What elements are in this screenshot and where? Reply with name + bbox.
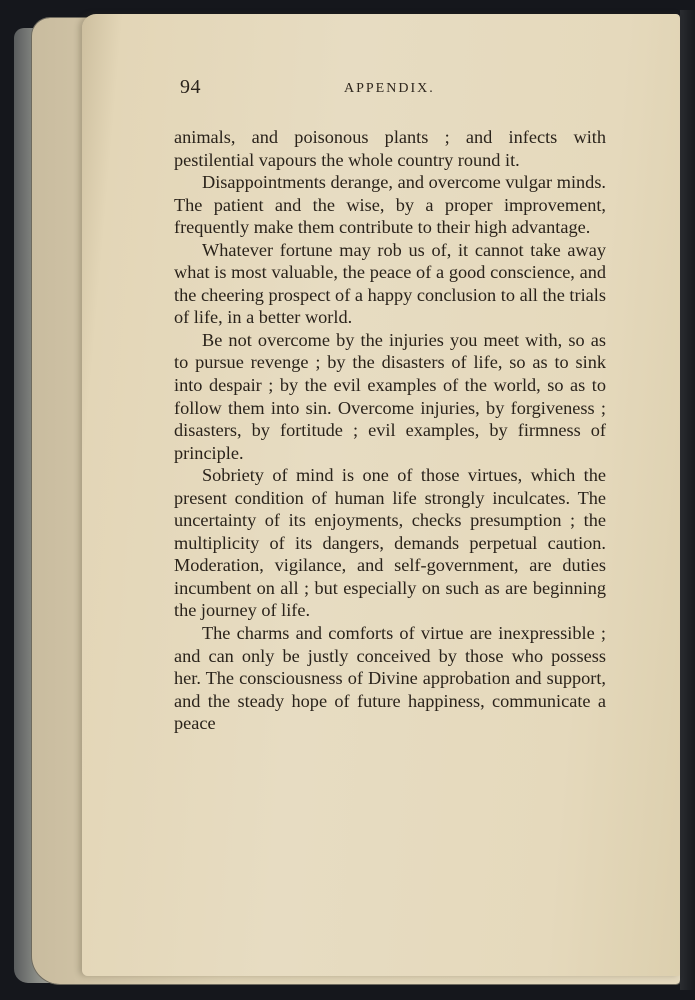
- paragraph: Sobriety of mind is one of those virtues, which the present condition of human life strongly inculcates. The uncertainty of its enjoyments, checks presumption ; the multiplicity of its dangers, demands perpetual caution. Moderation, vigilance, and self-government, are duties incumbent on all ; but especially on such as are beginning the journey of life.: [174, 465, 606, 621]
- running-head: APPENDIX.: [344, 81, 435, 96]
- book-spine: [680, 10, 695, 990]
- page-number: 94: [180, 76, 201, 98]
- paragraph: animals, and poisonous plants ; and infects with pestilential vapours the whole country round it.: [174, 127, 606, 170]
- page-header: [180, 76, 610, 102]
- paragraph: Disappointments derange, and overcome vulgar minds. The patient and the wise, by a proper improvement, frequently make them contribute to their high advantage.: [174, 172, 606, 238]
- paragraph: Be not overcome by the injuries you meet with, so as to pursue revenge ; by the disasters of life, so as to sink into despair ; by the evil examples of the world, so as to follow them into sin. Overcome injuries, by forgiveness ; disasters, by fortitude ; evil examples, by firmness of principle.: [174, 329, 606, 463]
- body-text: [174, 126, 606, 735]
- paragraph: The charms and comforts of virtue are inexpressible ; and can only be justly conceived by those who possess her. The consciousness of Divine approbation and support, and the steady hope of future happiness, communicate a peace: [174, 623, 606, 734]
- paragraph: Whatever fortune may rob us of, it cannot take away what is most valuable, the peace of a good conscience, and the cheering prospect of a happy conclusion to all the trials of life, in a better world.: [174, 239, 606, 328]
